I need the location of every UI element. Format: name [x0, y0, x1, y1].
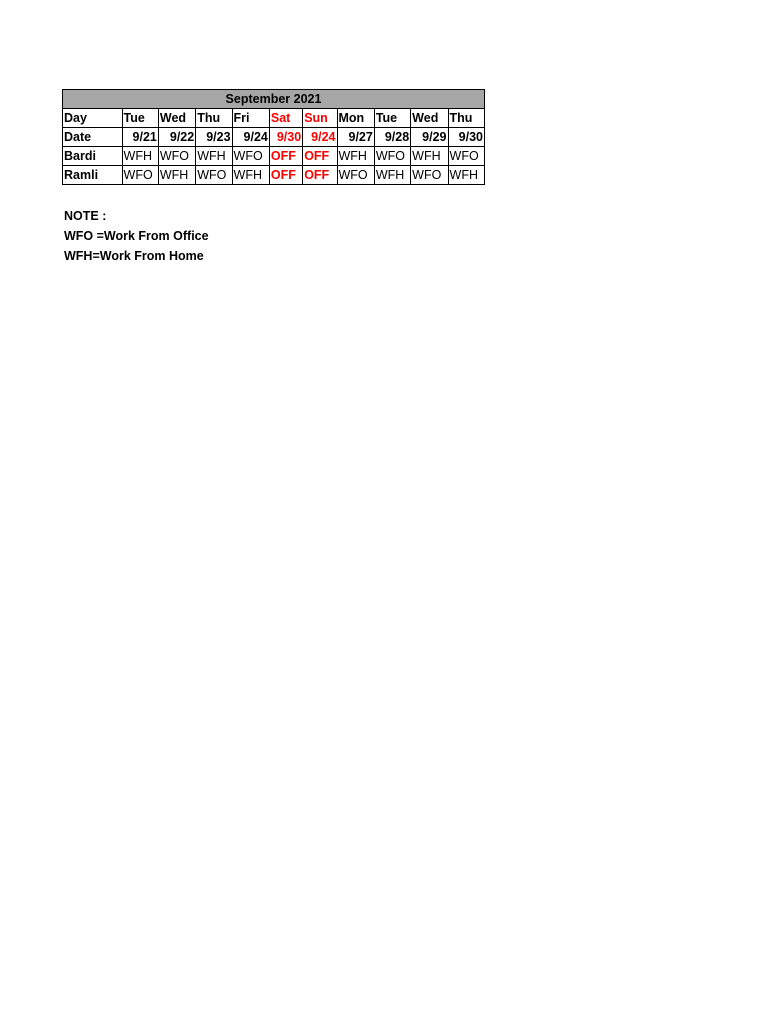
- status-cell: WFH: [122, 147, 158, 166]
- person-row-ramli: [63, 166, 485, 185]
- title-row: [63, 90, 485, 109]
- date-cell: 9/22: [158, 128, 195, 147]
- notes-section: [64, 206, 209, 266]
- status-cell: WFH: [374, 166, 410, 185]
- day-cell: Tue: [374, 109, 410, 128]
- status-cell-off: OFF: [269, 147, 302, 166]
- date-cell: 9/30: [448, 128, 484, 147]
- person-name: Bardi: [63, 147, 123, 166]
- date-cell: 9/24: [232, 128, 269, 147]
- person-row-bardi: [63, 147, 485, 166]
- status-cell-off: OFF: [303, 147, 337, 166]
- notes-heading: NOTE :: [64, 209, 107, 223]
- schedule-sheet: [62, 89, 485, 185]
- day-cell: Wed: [411, 109, 448, 128]
- status-cell: WFH: [411, 147, 448, 166]
- schedule-title: September 2021: [63, 90, 485, 109]
- day-cell-weekend: Sun: [303, 109, 337, 128]
- day-cell: Wed: [158, 109, 195, 128]
- status-cell: WFH: [448, 166, 484, 185]
- day-label: Day: [63, 109, 123, 128]
- status-cell: WFO: [448, 147, 484, 166]
- date-cell-weekend: 9/30: [269, 128, 302, 147]
- status-cell: WFO: [411, 166, 448, 185]
- status-cell: WFO: [337, 166, 374, 185]
- day-cell: Mon: [337, 109, 374, 128]
- status-cell: WFH: [158, 166, 195, 185]
- status-cell: WFO: [122, 166, 158, 185]
- date-cell: 9/27: [337, 128, 374, 147]
- day-cell: Fri: [232, 109, 269, 128]
- status-cell: WFH: [232, 166, 269, 185]
- note-line-wfh: WFH=Work From Home: [64, 249, 204, 263]
- day-cell: Thu: [196, 109, 232, 128]
- person-name: Ramli: [63, 166, 123, 185]
- date-cell-weekend: 9/24: [303, 128, 337, 147]
- date-cell: 9/29: [411, 128, 448, 147]
- status-cell-off: OFF: [269, 166, 302, 185]
- status-cell: WFO: [232, 147, 269, 166]
- status-cell: WFH: [337, 147, 374, 166]
- day-cell: Tue: [122, 109, 158, 128]
- date-cell: 9/28: [374, 128, 410, 147]
- status-cell: WFO: [196, 166, 232, 185]
- date-label: Date: [63, 128, 123, 147]
- schedule-table: [62, 89, 485, 185]
- day-row: [63, 109, 485, 128]
- status-cell: WFO: [158, 147, 195, 166]
- date-cell: 9/21: [122, 128, 158, 147]
- date-row: [63, 128, 485, 147]
- day-cell: Thu: [448, 109, 484, 128]
- date-cell: 9/23: [196, 128, 232, 147]
- status-cell: WFH: [196, 147, 232, 166]
- status-cell-off: OFF: [303, 166, 337, 185]
- day-cell-weekend: Sat: [269, 109, 302, 128]
- note-line-wfo: WFO =Work From Office: [64, 229, 209, 243]
- status-cell: WFO: [374, 147, 410, 166]
